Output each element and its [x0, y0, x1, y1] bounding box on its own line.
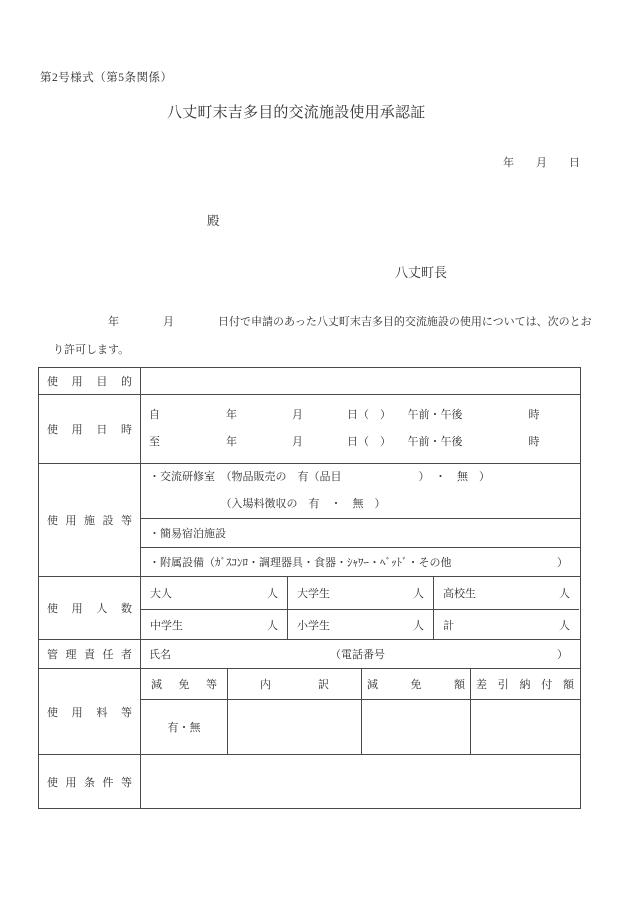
facilities-lodging-cell — [141, 519, 580, 548]
fee-exemption-options-cell — [141, 700, 227, 754]
people-cell-highschool — [433, 577, 579, 609]
people-grid — [141, 577, 580, 639]
people-juniorhigh-label: 中学生 — [150, 620, 183, 632]
row-conditions — [39, 754, 580, 808]
facilities-label-cell — [39, 464, 141, 576]
datetime-to-line: 至 年 月 日（ ） 午前・午後 時 — [149, 436, 540, 448]
approval-table — [38, 367, 581, 809]
fee-header-exemption-amount-cell — [361, 669, 470, 699]
fee-header-net-payment-cell — [470, 669, 579, 699]
people-cell-total — [433, 609, 579, 640]
fee-exemption-options: 有・無 — [167, 722, 201, 734]
row-purpose — [39, 368, 580, 394]
fee-label: 使用料等 — [47, 706, 132, 719]
people-highschool-unit: 人 — [559, 588, 570, 600]
manager-label-cell — [39, 640, 141, 668]
fee-header-row — [141, 669, 580, 700]
people-cell-adult — [141, 577, 287, 609]
facilities-lodging-line: ・簡易宿泊施設 — [149, 527, 226, 540]
people-elementary-label: 小学生 — [297, 620, 330, 632]
purpose-label: 使用目的 — [47, 376, 132, 388]
conditions-label: 使用条件等 — [47, 776, 132, 789]
purpose-value-cell — [141, 368, 580, 394]
people-label-cell — [39, 577, 141, 639]
people-cell-juniorhigh — [141, 609, 287, 640]
fee-header-breakdown-cell — [227, 669, 361, 699]
manager-phone-label: （電話番号 — [330, 649, 385, 661]
facilities-room-line-2: （入場料徴収の 有 ・ 無 ） — [149, 498, 386, 510]
datetime-label-cell — [39, 395, 141, 463]
row-fee — [39, 668, 580, 754]
form-number: 第2号様式（第5条関係） — [40, 72, 173, 84]
fee-header-exemption: 減免等 — [151, 679, 217, 691]
conditions-label-cell — [39, 755, 141, 808]
manager-label: 管理責任者 — [47, 649, 132, 661]
datetime-label: 使用日時 — [47, 424, 132, 436]
people-total-unit: 人 — [559, 620, 570, 632]
fee-net-payment-value-cell — [470, 700, 579, 754]
row-datetime — [39, 394, 580, 463]
facilities-equipment-cell — [141, 548, 580, 576]
people-cell-elementary — [287, 609, 433, 640]
fee-subtable — [141, 669, 580, 754]
document-title: 八丈町末吉多目的交流施設使用承認証 — [167, 105, 426, 121]
fee-header-breakdown: 内訳 — [260, 679, 329, 691]
row-manager — [39, 639, 580, 668]
facilities-value-cell — [141, 464, 580, 576]
fee-exemption-amount-value-cell — [361, 700, 470, 754]
fee-body-row — [141, 700, 580, 754]
manager-phone-close-paren: ） — [557, 649, 568, 661]
issuer-name: 八丈町長 — [395, 265, 448, 280]
fee-header-net-payment: 差引納付額 — [476, 679, 574, 691]
conditions-value-cell — [141, 755, 580, 808]
people-label: 使用人数 — [47, 603, 132, 615]
recipient-honorific: 殿 — [207, 214, 220, 228]
facilities-label: 使用施設等 — [47, 515, 132, 527]
manager-value-cell — [141, 640, 580, 668]
people-total-label: 計 — [443, 620, 454, 632]
facilities-room-line-1: ・交流研修室 （物品販売の 有（品目 ） ・ 無 ） — [149, 471, 490, 483]
fee-label-cell — [39, 669, 141, 754]
fee-breakdown-value-cell — [227, 700, 361, 754]
people-cell-university — [287, 577, 433, 609]
row-people — [39, 576, 580, 639]
people-university-label: 大学生 — [297, 588, 330, 600]
people-university-unit: 人 — [413, 588, 424, 600]
people-adult-label: 大人 — [150, 588, 172, 600]
people-elementary-unit: 人 — [413, 620, 424, 632]
body-paragraph-line-2: り許可します。 — [53, 344, 130, 356]
datetime-value-cell — [141, 395, 580, 463]
people-adult-unit: 人 — [267, 588, 278, 600]
people-highschool-label: 高校生 — [443, 588, 476, 600]
facilities-equipment-close-paren: ） — [557, 556, 568, 569]
manager-name-label: 氏名 — [149, 649, 171, 661]
row-facilities — [39, 463, 580, 576]
issue-date-line: 年 月 日 — [503, 157, 580, 169]
people-juniorhigh-unit: 人 — [267, 620, 278, 632]
facilities-room-cell — [141, 464, 580, 519]
facilities-equipment-line: ・附属設備（ｶﾞｽｺﾝﾛ・調理器具・食器・ｼｬﾜｰ・ﾍﾞｯﾄﾞ・その他 — [149, 556, 452, 569]
fee-header-exemption-amount: 減免額 — [367, 679, 465, 691]
body-paragraph-line-1: 年 月 日付で申請のあった八丈町末吉多目的交流施設の使用については、次のとお — [53, 316, 592, 328]
fee-header-exemption-cell — [141, 669, 227, 699]
datetime-from-line: 自 年 月 日（ ） 午前・午後 時 — [149, 409, 540, 421]
purpose-label-cell — [39, 368, 141, 394]
